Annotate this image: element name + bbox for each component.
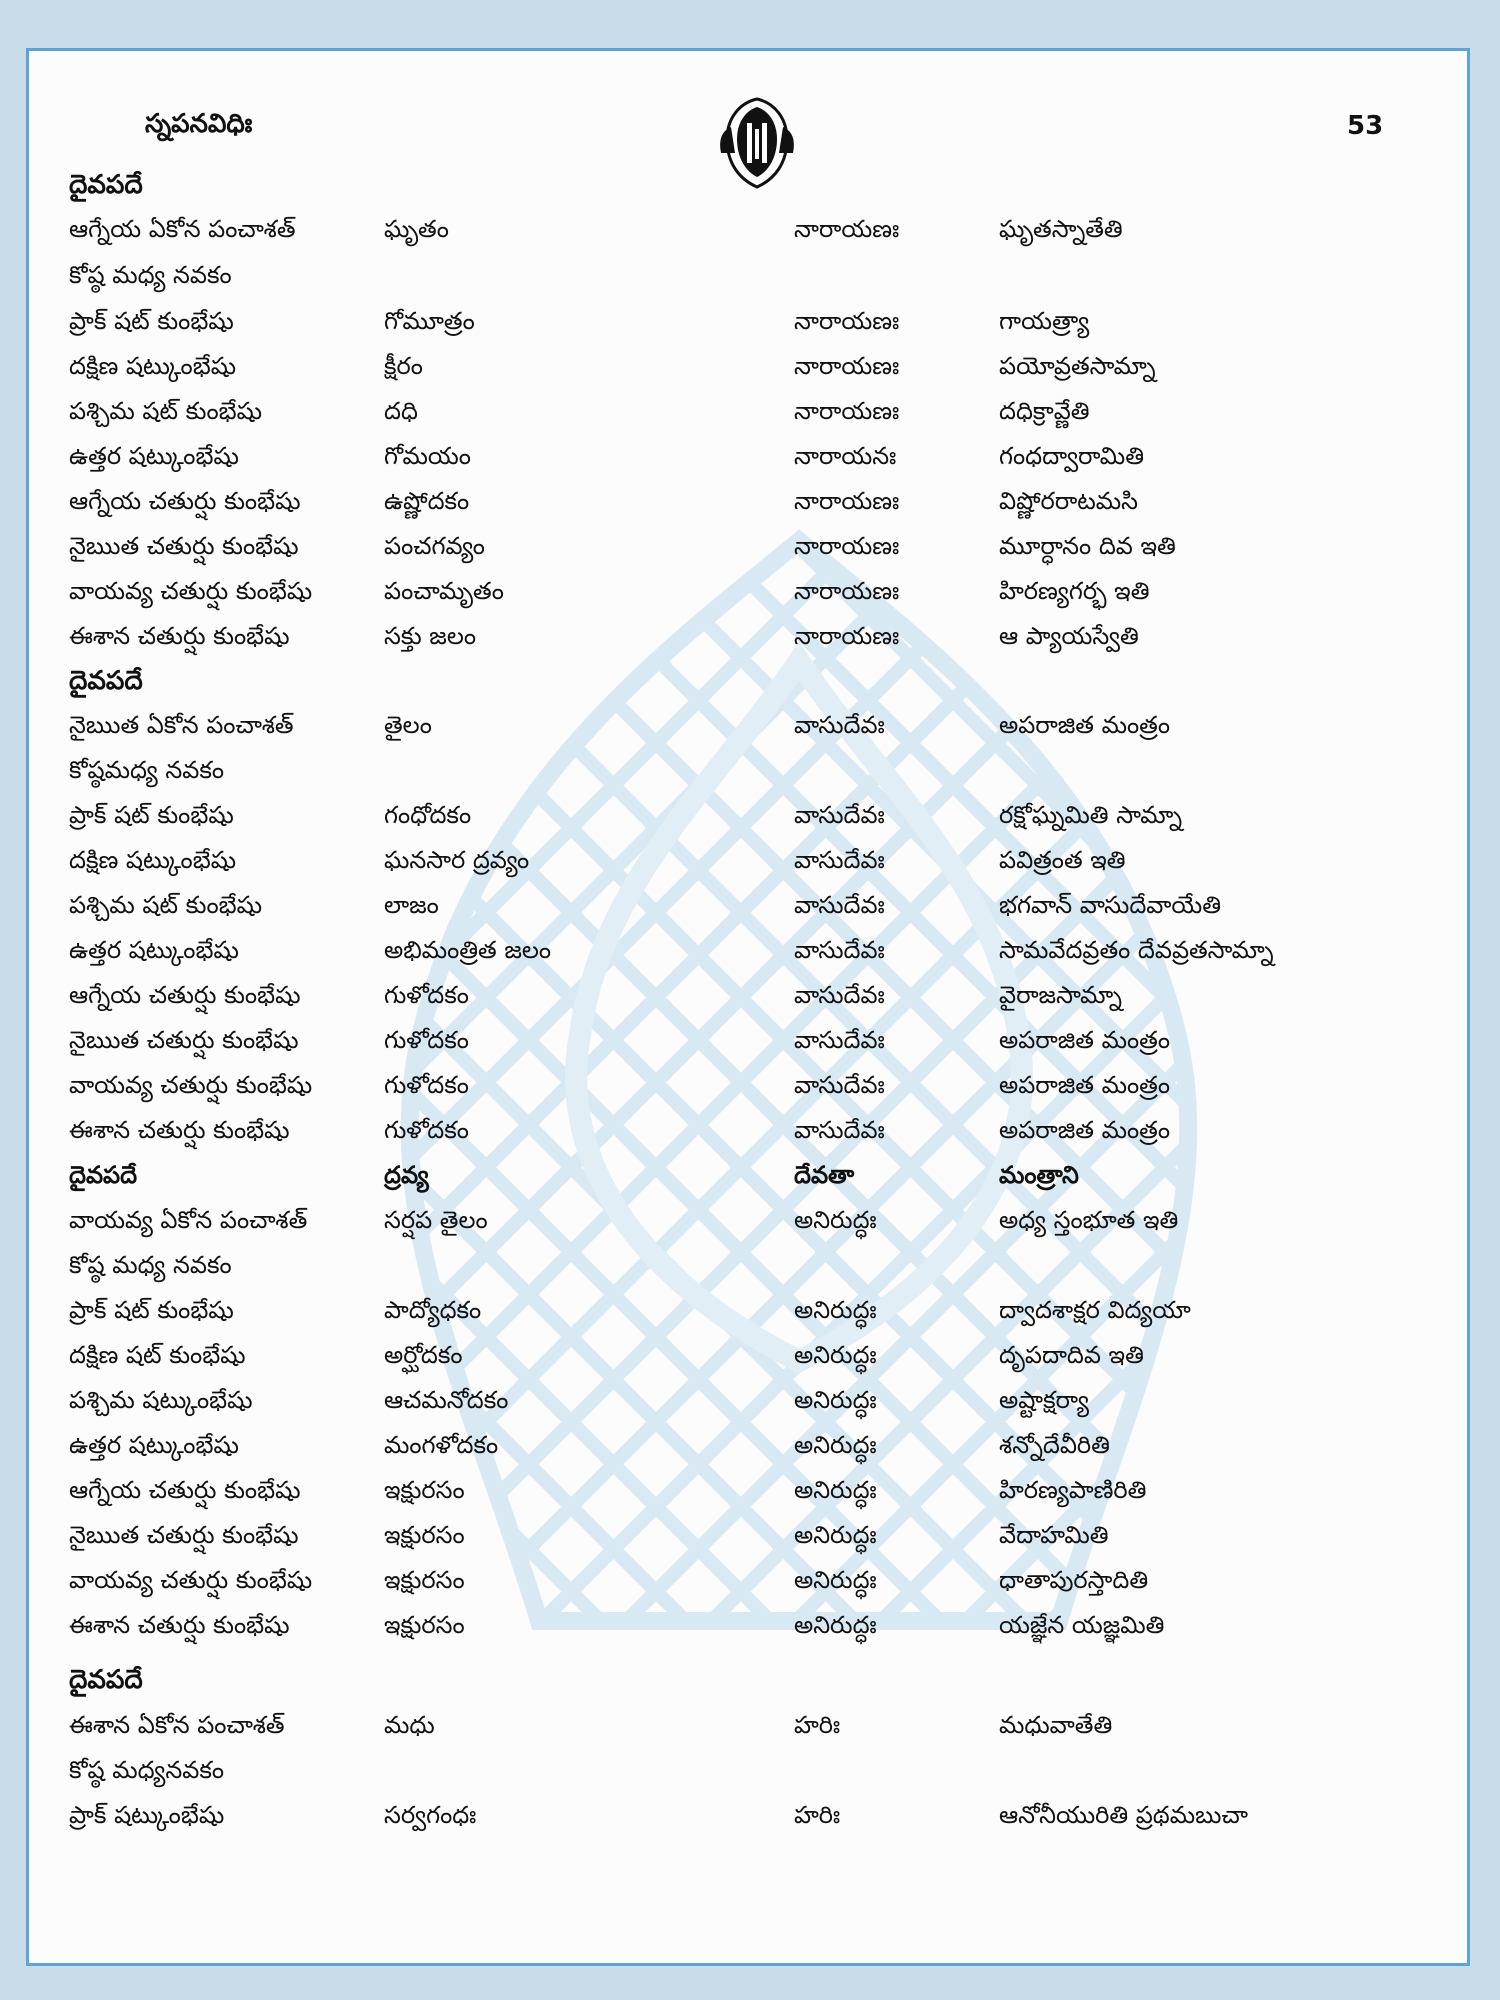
place-cell: కోష్ఠ మధ్యనవకం — [69, 1756, 225, 1784]
place-cell: ఉత్తర షట్కుంభేషు — [69, 442, 239, 470]
table-row — [29, 1063, 1467, 1107]
table-row — [29, 883, 1467, 927]
place-cell: వాయవ్య ఏకోన పంచాశత్ — [69, 1206, 308, 1234]
dravya-cell: ఇక్షురసం — [384, 1566, 465, 1594]
table-row — [29, 253, 1467, 297]
mantra-cell: దృపదాదివ ఇతి — [999, 1341, 1144, 1369]
table-row — [29, 1793, 1467, 1837]
mantra-cell: ధాతాపురస్తాదితి — [999, 1566, 1149, 1594]
dravya-cell: సర్వగంధః — [384, 1801, 477, 1829]
table-row — [29, 973, 1467, 1017]
place-cell: వాయవ్య చతుర్షు కుంభేషు — [69, 1566, 313, 1594]
place-cell: ఉత్తర షట్కుంభేషు — [69, 1431, 239, 1459]
dravya-cell: గుళోదకం — [384, 1116, 469, 1144]
dravya-cell: దధి — [384, 397, 418, 425]
devata-cell: నారాయణః — [794, 397, 900, 425]
mantra-cell: అపరాజిత మంత్రం — [999, 1026, 1170, 1054]
mantra-cell: అపరాజిత మంత్రం — [999, 1071, 1170, 1099]
mantra-cell: గాయత్ర్యా — [999, 307, 1090, 335]
place-cell: ఈశాన చతుర్షు కుంభేషు — [69, 622, 290, 650]
place-cell: పశ్చిమ షట్కుంభేషు — [69, 1386, 253, 1414]
devata-cell: అనిరుద్ధః — [794, 1476, 877, 1504]
table-row — [29, 1703, 1467, 1747]
devata-cell: వాసుదేవః — [794, 711, 885, 739]
table-row — [29, 703, 1467, 747]
devata-cell: అనిరుద్ధః — [794, 1611, 877, 1639]
dravya-cell: ఇక్షురసం — [384, 1611, 465, 1639]
mantra-cell: వైరాజసామ్నా — [999, 981, 1122, 1009]
place-cell: ప్రాక్ షట్ కుంభేషు — [69, 801, 234, 829]
table-row — [29, 1748, 1467, 1792]
page-title: స్నపనవిధిః — [145, 109, 253, 139]
place-cell: ప్రాక్ షట్ కుంభేషు — [69, 1296, 234, 1324]
devata-cell: నారాయణః — [794, 352, 900, 380]
table-row — [29, 1378, 1467, 1422]
place-cell: దక్షిణ షట్ కుంభేషు — [69, 1341, 246, 1369]
dravya-cell: అర్ఘోదకం — [384, 1341, 463, 1369]
section-heading: దైవపదే — [69, 170, 143, 200]
mantra-cell: ఘృతస్నాతేతి — [999, 215, 1123, 243]
devata-cell: అనిరుద్ధః — [794, 1386, 877, 1414]
place-cell: నైఋత చతుర్షు కుంభేషు — [69, 1521, 299, 1549]
page — [26, 48, 1470, 1966]
place-cell: నైఋత చతుర్షు కుంభేషు — [69, 1026, 299, 1054]
table-row — [29, 1018, 1467, 1062]
mantra-cell: విష్ణోరరాటమసి — [999, 487, 1138, 515]
devata-cell: నారాయణః — [794, 487, 900, 515]
mantra-cell: అష్టాక్షర్యా — [999, 1386, 1089, 1414]
devata-cell: అనిరుద్ధః — [794, 1296, 877, 1324]
dravya-cell: అభిమంత్రిత జలం — [384, 936, 552, 964]
devata-cell: నారాయణః — [794, 307, 900, 335]
table-row — [29, 344, 1467, 388]
table-row — [29, 479, 1467, 523]
tirumala-emblem-icon — [717, 93, 797, 193]
table-row — [29, 1603, 1467, 1647]
dravya-cell: ఇక్షురసం — [384, 1521, 465, 1549]
dravya-cell: ఆచమనోదకం — [384, 1386, 509, 1414]
devata-cell: వాసుదేవః — [794, 801, 885, 829]
place-cell: ఈశాన చతుర్షు కుంభేషు — [69, 1611, 290, 1639]
devata-cell: నారాయణః — [794, 532, 900, 560]
dravya-cell: మంగళోదకం — [384, 1431, 499, 1459]
mantra-column-header: మంత్రాని — [999, 1161, 1079, 1189]
dravya-cell: క్షీరం — [384, 352, 423, 380]
table-row — [29, 1198, 1467, 1242]
devata-cell: వాసుదేవః — [794, 936, 885, 964]
mantra-cell: హిరణ్యగర్భ ఇతి — [999, 577, 1150, 605]
table-row — [29, 1333, 1467, 1377]
mantra-cell: గంధద్వారామితి — [999, 442, 1144, 470]
table-row — [29, 928, 1467, 972]
table-row — [29, 1108, 1467, 1152]
table-row — [29, 524, 1467, 568]
dravya-cell: పాద్యోధకం — [384, 1296, 482, 1324]
devata-cell: అనిరుద్ధః — [794, 1521, 877, 1549]
dravya-cell: ఘృతం — [384, 215, 449, 243]
mantra-cell: ద్వాదశాక్షర విద్యయా — [999, 1296, 1191, 1324]
devata-cell: హరిః — [794, 1801, 841, 1829]
mantra-cell: శన్నోదేవీరితి — [999, 1431, 1110, 1459]
mantra-cell: పయోవ్రతసామ్నా — [999, 352, 1156, 380]
table-row — [29, 299, 1467, 343]
place-cell: కోష్ఠమధ్య నవకం — [69, 756, 225, 784]
table-row — [29, 1243, 1467, 1287]
devata-cell: నారాయణః — [794, 577, 900, 605]
devata-cell: వాసుదేవః — [794, 846, 885, 874]
column-header-row — [29, 1153, 1467, 1197]
place-cell: నైఋత ఏకోన పంచాశత్ — [69, 711, 294, 739]
mantra-cell: రక్షోఘ్నమితి సామ్నా — [999, 801, 1183, 829]
dravya-cell: లాజం — [384, 891, 439, 919]
table-row — [29, 207, 1467, 251]
devata-cell: నారాయనః — [794, 442, 897, 470]
mantra-cell: మధువాతేతి — [999, 1711, 1113, 1739]
table-row — [29, 1288, 1467, 1332]
place-cell: పశ్చిమ షట్ కుంభేషు — [69, 891, 263, 919]
devata-cell: వాసుదేవః — [794, 981, 885, 1009]
devata-cell: అనిరుద్ధః — [794, 1566, 877, 1594]
section-heading: దైవపదే — [69, 666, 143, 696]
dravya-cell: గుళోదకం — [384, 1071, 469, 1099]
dravya-cell: గోమూత్రం — [384, 307, 475, 335]
table-row — [29, 748, 1467, 792]
place-cell: వాయవ్య చతుర్షు కుంభేషు — [69, 577, 313, 605]
table-row — [29, 434, 1467, 478]
mantra-cell: భగవాన్ వాసుదేవాయేతి — [999, 891, 1222, 919]
place-cell: దక్షిణ షట్కుంభేషు — [69, 352, 237, 380]
dravya-cell: ఇక్షురసం — [384, 1476, 465, 1504]
place-cell: వాయవ్య చతుర్షు కుంభేషు — [69, 1071, 313, 1099]
devata-cell: వాసుదేవః — [794, 1026, 885, 1054]
table-row — [29, 793, 1467, 837]
place-cell: ఉత్తర షట్కుంభేషు — [69, 936, 239, 964]
mantra-cell: యజ్ఞేన యజ్ఞమితి — [999, 1611, 1165, 1639]
table-row — [29, 1558, 1467, 1602]
section-heading: దైవపదే — [69, 1665, 143, 1695]
place-cell: ఈశాన ఏకోన పంచాశత్ — [69, 1711, 285, 1739]
dravya-cell: ఘనసార ద్రవ్యం — [384, 846, 530, 874]
table-row — [29, 389, 1467, 433]
mantra-cell: సామవేదవ్రతం దేవవ్రతసామ్నా — [999, 936, 1274, 964]
mantra-cell: మూర్ధానం దివ ఇతి — [999, 532, 1176, 560]
dravya-cell: పంచగవ్యం — [384, 532, 485, 560]
mantra-cell: అపరాజిత మంత్రం — [999, 711, 1170, 739]
place-cell: ఈశాన చతుర్షు కుంభేషు — [69, 1116, 290, 1144]
dravya-cell: గోమయం — [384, 442, 471, 470]
mantra-cell: పవిత్రంత ఇతి — [999, 846, 1126, 874]
page-number: 53 — [1347, 111, 1384, 141]
mantra-cell: ఆనోనీయురితి ప్రథమబుచా — [999, 1801, 1248, 1829]
dravya-cell: సర్షప తైలం — [384, 1206, 488, 1234]
devata-cell: వాసుదేవః — [794, 891, 885, 919]
devata-cell: నారాయణః — [794, 215, 900, 243]
place-cell: ఆగ్నేయ చతుర్షు కుంభేషు — [69, 487, 301, 515]
dravya-column-header: ద్రవ్య — [384, 1161, 429, 1189]
place-cell: నైఋత చతుర్షు కుంభేషు — [69, 532, 299, 560]
place-cell: కోష్ఠ మధ్య నవకం — [69, 261, 232, 289]
table-row — [29, 1423, 1467, 1467]
devata-cell: వాసుదేవః — [794, 1116, 885, 1144]
dravya-cell: తైలం — [384, 711, 432, 739]
place-cell: ప్రాక్ షట్కుంభేషు — [69, 1801, 225, 1829]
dravya-cell: పంచామృతం — [384, 577, 504, 605]
place-cell: ఆగ్నేయ చతుర్షు కుంభేషు — [69, 981, 301, 1009]
dravya-cell: గంధోదకం — [384, 801, 472, 829]
dravya-cell: మధు — [384, 1711, 435, 1739]
dravya-cell: గుళోదకం — [384, 1026, 469, 1054]
mantra-cell: అపరాజిత మంత్రం — [999, 1116, 1170, 1144]
mantra-cell: ఆ ప్యాయస్వేతి — [999, 622, 1139, 650]
dravya-cell: ఉష్ణోదకం — [384, 487, 470, 515]
table-row — [29, 569, 1467, 613]
mantra-cell: హిరణ్యపాణిరితి — [999, 1476, 1147, 1504]
place-cell: ప్రాక్ షట్ కుంభేషు — [69, 307, 234, 335]
devata-column-header: దేవతా — [794, 1161, 855, 1189]
table-row — [29, 614, 1467, 658]
place-cell: దక్షిణ షట్కుంభేషు — [69, 846, 237, 874]
mantra-cell: అధ్య స్తంభూత ఇతి — [999, 1206, 1179, 1234]
mantra-cell: దధిక్రావ్ణేతి — [999, 397, 1090, 425]
devata-cell: నారాయణః — [794, 622, 900, 650]
place-cell: ఆగ్నేయ చతుర్షు కుంభేషు — [69, 1476, 301, 1504]
table-row — [29, 1513, 1467, 1557]
devata-cell: వాసుదేవః — [794, 1071, 885, 1099]
place-cell: ఆగ్నేయ ఏకోన పంచాశత్ — [69, 215, 296, 243]
place-cell: పశ్చిమ షట్ కుంభేషు — [69, 397, 263, 425]
mantra-cell: వేదాహమితి — [999, 1521, 1109, 1549]
dravya-cell: సక్తు జలం — [384, 622, 477, 650]
place-cell: కోష్ఠ మధ్య నవకం — [69, 1251, 232, 1279]
devata-cell: అనిరుద్ధః — [794, 1431, 877, 1459]
devata-cell: అనిరుద్ధః — [794, 1341, 877, 1369]
devata-cell: అనిరుద్ధః — [794, 1206, 877, 1234]
section-heading: దైవపదే — [69, 1161, 138, 1189]
devata-cell: హరిః — [794, 1711, 841, 1739]
table-row — [29, 838, 1467, 882]
table-row — [29, 1468, 1467, 1512]
dravya-cell: గుళోదకం — [384, 981, 469, 1009]
